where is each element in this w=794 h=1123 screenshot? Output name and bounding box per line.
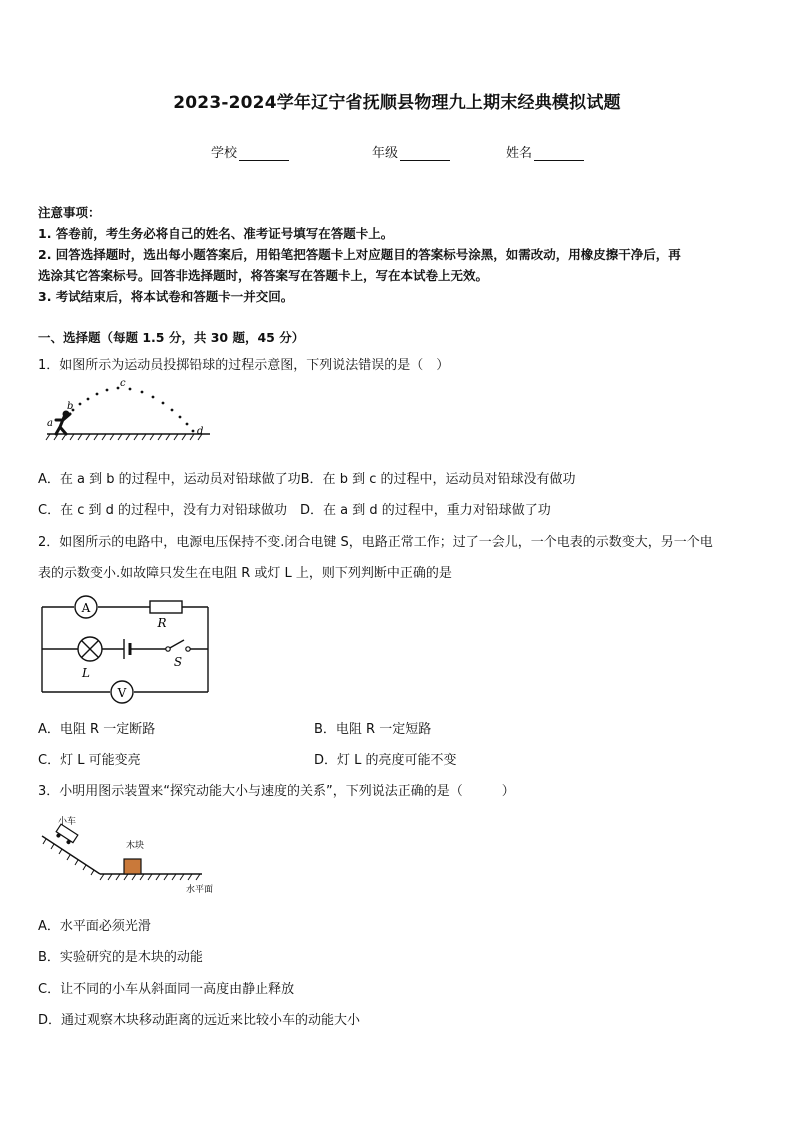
- grade-blank[interactable]: [400, 146, 450, 161]
- question-1-option-ab[interactable]: A．在 a 到 b 的过程中，运动员对铅球做了功B．在 b 到 c 的过程中，运动员对铅球没有做功: [38, 472, 576, 487]
- question-2-stem-line-1: 2．如图所示的电路中，电源电压保持不变.闭合电键 S，电路正常工作；过了一会儿，一个电表的示数变大，另一个电: [38, 535, 713, 550]
- battery-icon: [124, 639, 130, 659]
- school-field[interactable]: [211, 142, 289, 161]
- question-3-option-d[interactable]: D．通过观察木块移动距离的远近来比较小车的动能大小: [38, 1013, 361, 1028]
- question-1-option-cd[interactable]: C．在 c 到 d 的过程中，没有力对铅球做功 D．在 a 到 d 的过程中，重力对铅球做了功: [38, 503, 551, 518]
- name-label: 姓名: [506, 146, 533, 161]
- lamp-label: L: [82, 666, 90, 680]
- cart-icon: [54, 824, 78, 846]
- voltmeter-label: V: [117, 686, 127, 700]
- name-field[interactable]: [506, 142, 584, 161]
- school-blank[interactable]: [239, 146, 289, 161]
- question-2-option-b[interactable]: B．电阻 R 一定短路: [314, 722, 432, 737]
- question-3-option-a[interactable]: A．水平面必须光滑: [38, 919, 151, 934]
- name-blank[interactable]: [534, 146, 584, 161]
- notice-heading: 注意事项：: [38, 205, 101, 220]
- label-d: d: [197, 426, 204, 437]
- label-c: c: [120, 380, 126, 389]
- trajectory-dots: [72, 387, 195, 433]
- switch-icon: [166, 647, 190, 651]
- label-b: b: [67, 401, 74, 412]
- shot-put-diagram: [42, 380, 217, 442]
- notice-item-3: 3. 考试结束后，将本试卷和答题卡一并交回。: [38, 289, 294, 304]
- ammeter-label: A: [81, 601, 91, 615]
- ramp-experiment-diagram: [38, 810, 218, 898]
- notice-item-2: 2. 回答选择题时，选出每小题答案后，用铅笔把答题卡上对应题目的答案标号涂黑，如需改动，用橡皮擦干净后，再: [38, 247, 681, 262]
- cart-label: 小车: [58, 817, 77, 827]
- question-2-option-c[interactable]: C．灯 L 可能变亮: [38, 753, 141, 768]
- grade-field[interactable]: [372, 142, 450, 161]
- notice-item-1: 1. 答卷前，考生务必将自己的姓名、准考证号填写在答题卡上。: [38, 226, 394, 241]
- wood-block-label: 木块: [126, 841, 145, 851]
- grade-label: 年级: [372, 146, 399, 161]
- switch-label: S: [173, 655, 183, 669]
- school-label: 学校: [211, 146, 238, 161]
- question-1-stem: 1．如图所示为运动员投掷铅球的过程示意图，下列说法错误的是（ ）: [38, 358, 450, 373]
- section-heading: 一、选择题（每题 1.5 分，共 30 题，45 分）: [38, 330, 305, 345]
- resistor-label: R: [157, 616, 167, 630]
- athlete-figure: [56, 411, 70, 435]
- question-2-option-d[interactable]: D．灯 L 的亮度可能不变: [314, 753, 457, 768]
- lamp-icon: [78, 637, 102, 661]
- page-title: 2023-2024学年辽宁省抚顺县物理九上期末经典模拟试题: [173, 93, 621, 113]
- question-2-stem-line-2: 表的示数变小.如故障只发生在电阻 R 或灯 L 上，则下列判断中正确的是: [38, 566, 452, 581]
- question-3-option-c[interactable]: C．让不同的小车从斜面同一高度由静止释放: [38, 982, 295, 997]
- question-3-stem: 3．小明用图示装置来“探究动能大小与速度的关系”，下列说法正确的是（ ）: [38, 784, 515, 799]
- horizontal-surface-label: 水平面: [186, 885, 214, 895]
- question-2-option-a[interactable]: A．电阻 R 一定断路: [38, 722, 156, 737]
- question-3-option-b[interactable]: B．实验研究的是木块的动能: [38, 950, 203, 965]
- wood-block-icon: [124, 859, 141, 874]
- label-a: a: [47, 418, 53, 429]
- circuit-diagram: [38, 594, 213, 706]
- notice-item-2-cont: 选涂其它答案标号。回答非选择题时，将答案写在答题卡上，写在本试卷上无效。: [38, 268, 489, 283]
